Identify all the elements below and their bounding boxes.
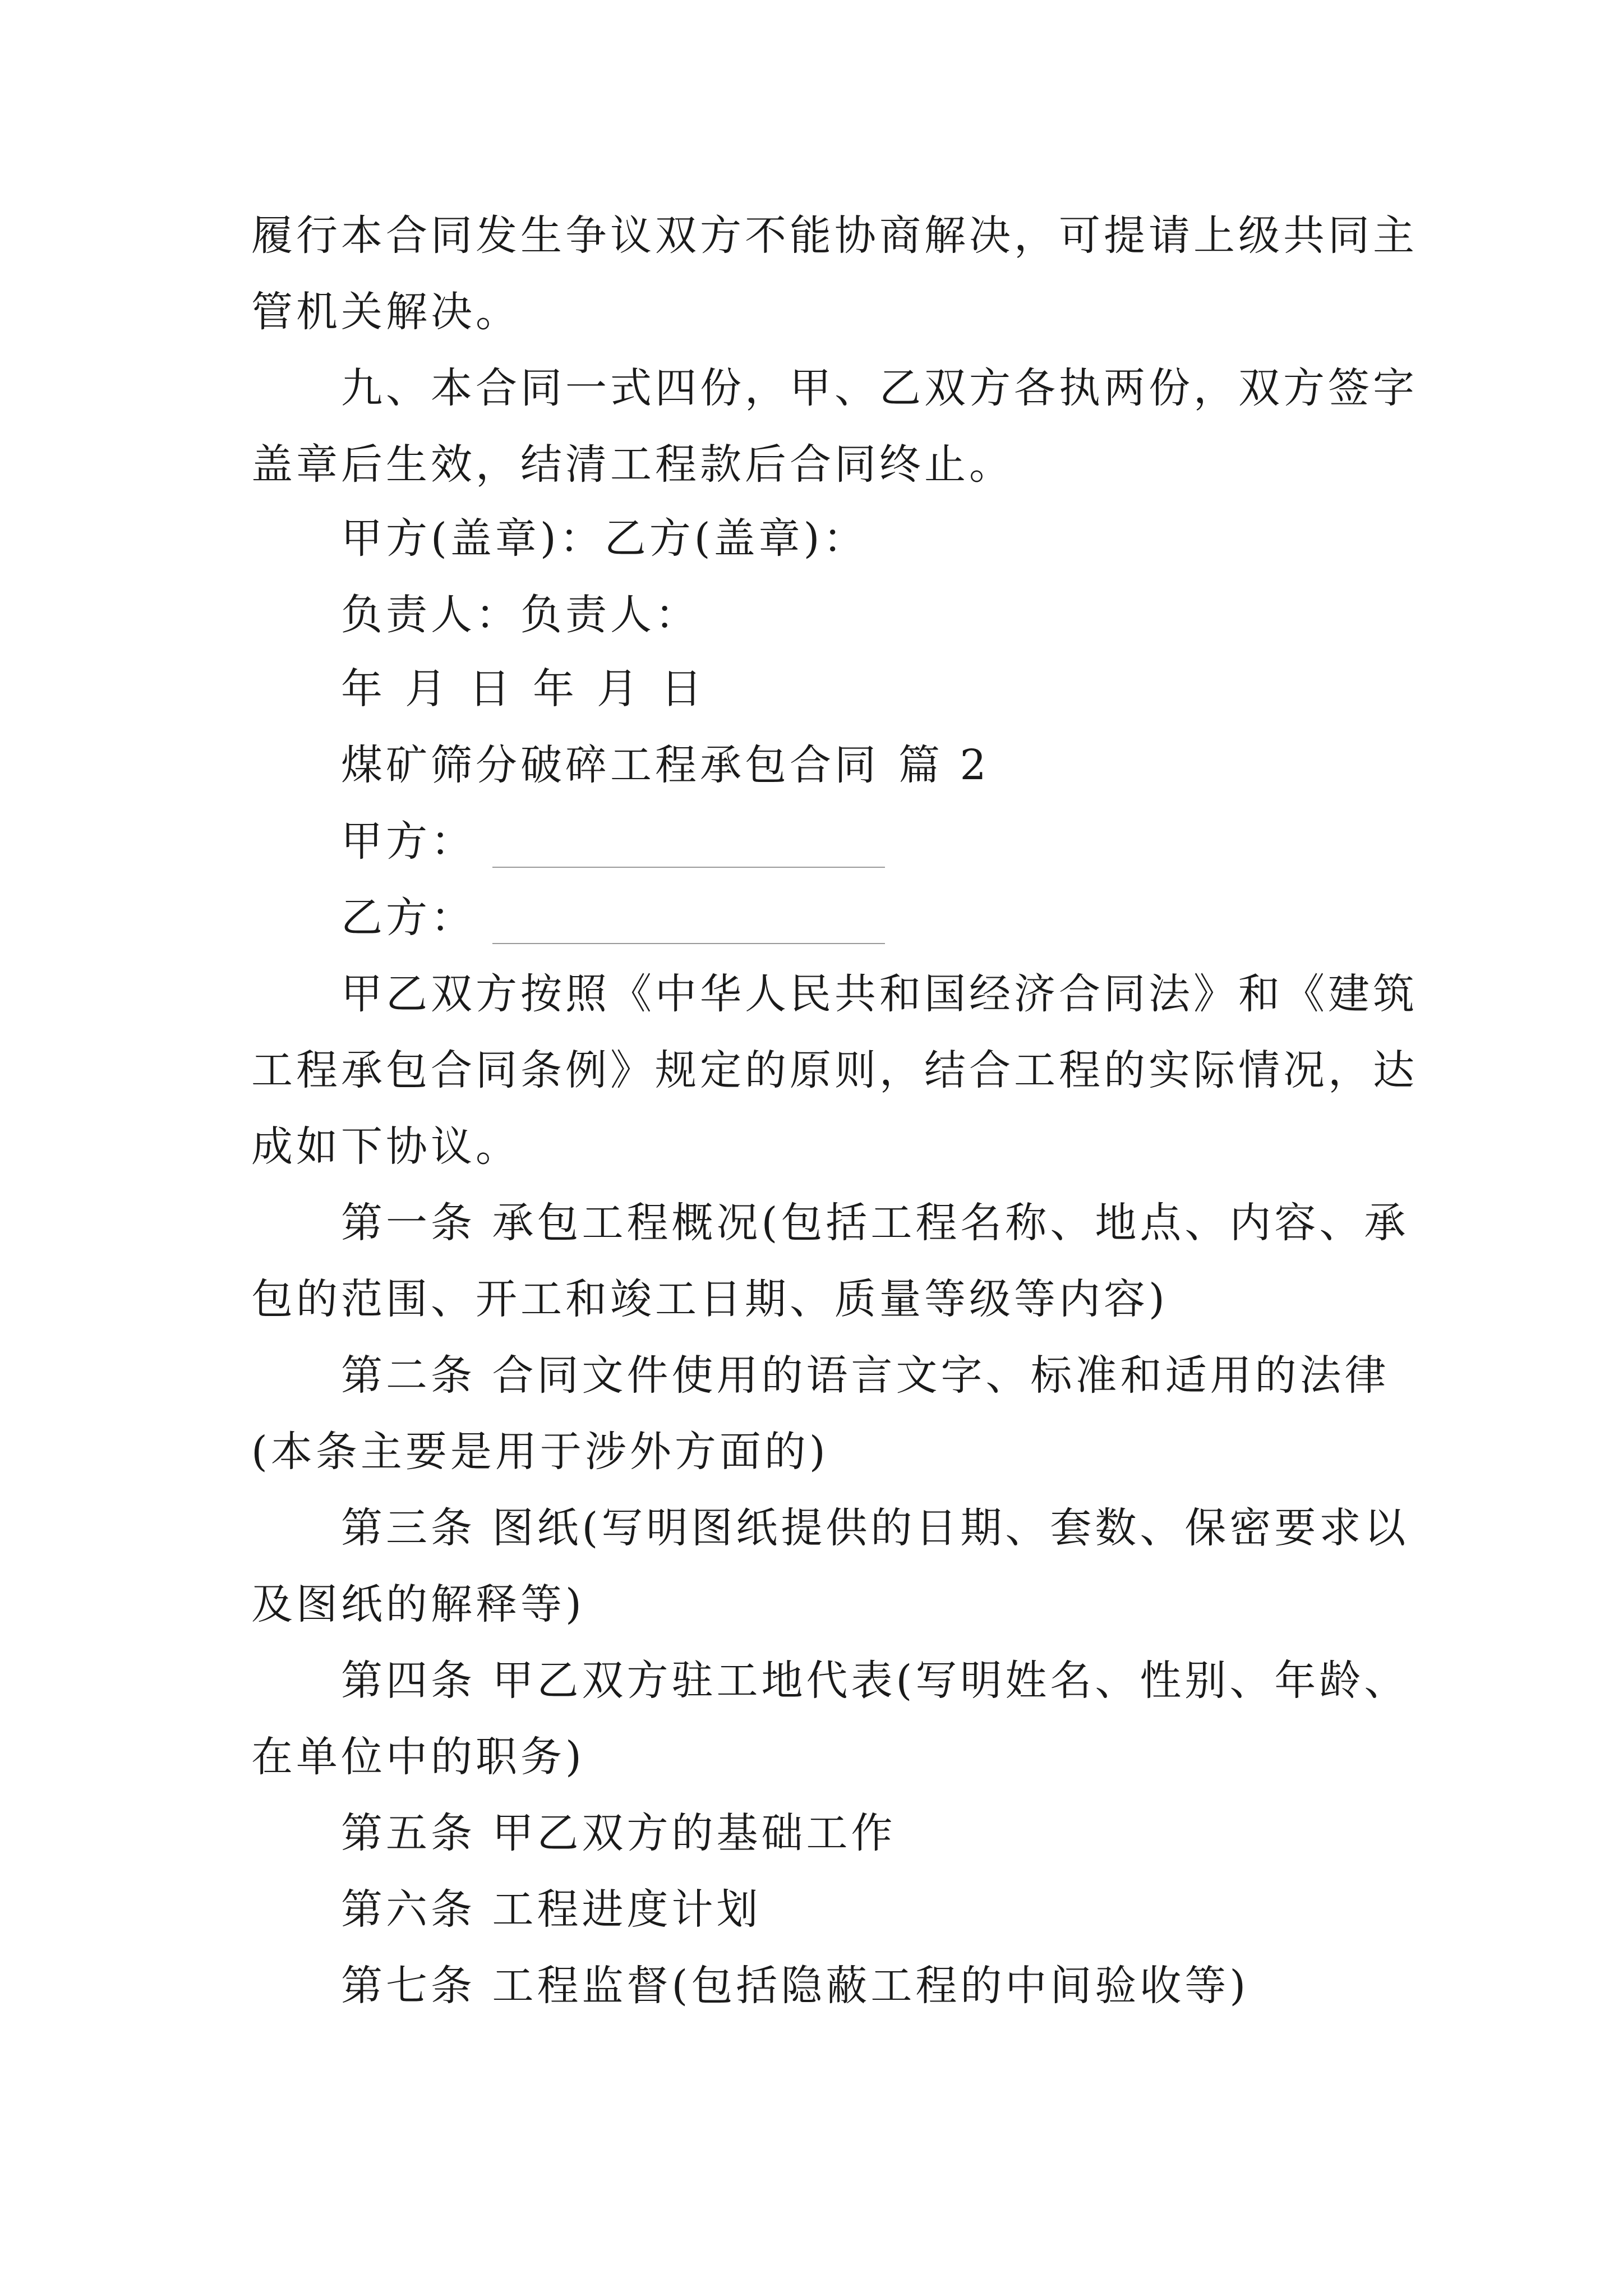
paragraph-line: 履行本合同发生争议双方不能协商解决，可提请上级共同主 xyxy=(251,211,1418,260)
party-b-seal-label: 乙方(盖章)： xyxy=(604,514,868,563)
date-day-label: 日 xyxy=(661,665,706,713)
party-a-seal-label: 甲方(盖章)： xyxy=(341,514,605,563)
article-three-line: 及图纸的解释等) xyxy=(251,1580,585,1628)
responsible-person-line xyxy=(341,587,700,643)
section-title xyxy=(341,737,990,793)
date-month-label: 月 xyxy=(597,665,642,713)
article-six-line: 第六条 工程进度计划 xyxy=(341,1885,762,1934)
article-five-line: 第五条 甲乙双方的基础工作 xyxy=(341,1809,896,1857)
article-two-line: 第二条 合同文件使用的语言文字、标准和适用的法律 xyxy=(341,1351,1390,1400)
paragraph-line: 管机关解决。 xyxy=(251,288,520,336)
preamble-line: 工程承包合同条例》规定的原则，结合工程的实际情况，达 xyxy=(251,1046,1418,1094)
seal-line xyxy=(341,510,868,567)
clause-nine-line: 盖章后生效，结清工程款后合同终止。 xyxy=(251,440,1014,489)
date-year-label: 年 xyxy=(533,665,578,713)
article-four-line: 第四条 甲乙双方驻工地代表(写明姓名、性别、年龄、 xyxy=(341,1657,1409,1705)
preamble-line: 成如下协议。 xyxy=(251,1122,520,1171)
party-a-blank xyxy=(492,867,885,868)
article-two-line: (本条主要是用于涉外方面的) xyxy=(251,1428,829,1476)
party-a-responsible-label: 负责人： xyxy=(341,591,520,639)
party-b-responsible-label: 负责人： xyxy=(520,591,700,639)
party-b-label: 乙方： xyxy=(341,894,476,942)
date-month-label: 月 xyxy=(405,665,450,713)
date-year-label: 年 xyxy=(341,665,386,713)
article-one-line: 第一条 承包工程概况(包括工程名称、地点、内容、承 xyxy=(341,1199,1409,1247)
preamble-line: 甲乙双方按照《中华人民共和国经济合同法》和《建筑 xyxy=(341,970,1418,1018)
contract-part-number: 篇 2 xyxy=(898,741,990,789)
article-seven-line: 第七条 工程监督(包括隐蔽工程的中间验收等) xyxy=(341,1962,1249,2010)
article-four-line: 在单位中的职务) xyxy=(251,1733,585,1781)
party-a-label: 甲方： xyxy=(341,817,476,866)
clause-nine-line: 九、本合同一式四份，甲、乙双方各执两份，双方签字 xyxy=(341,364,1418,412)
party-b-blank xyxy=(492,943,885,944)
date-line xyxy=(341,661,706,717)
date-day-label: 日 xyxy=(469,665,514,713)
party-a-line xyxy=(341,813,885,869)
contract-title: 煤矿筛分破碎工程承包合同 xyxy=(341,741,879,789)
article-one-line: 包的范围、开工和竣工日期、质量等级等内容) xyxy=(251,1275,1168,1323)
article-three-line: 第三条 图纸(写明图纸提供的日期、套数、保密要求以 xyxy=(341,1504,1409,1552)
party-b-line xyxy=(341,890,885,946)
